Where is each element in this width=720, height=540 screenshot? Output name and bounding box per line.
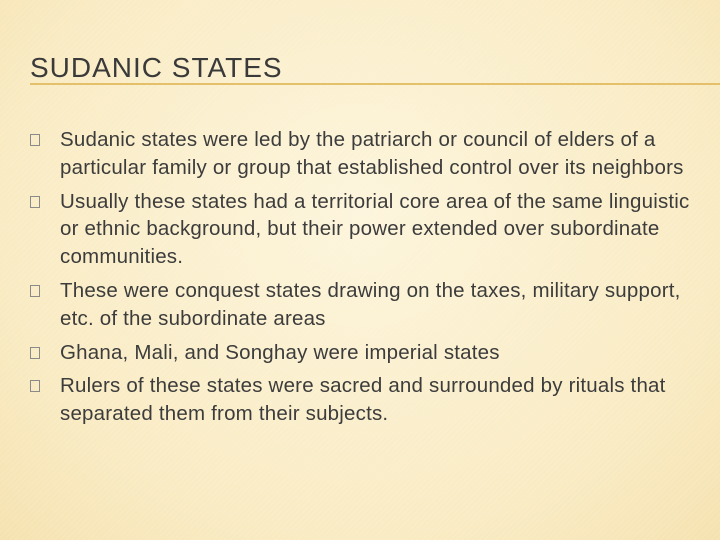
- bullet-item: [30, 277, 700, 333]
- bullet-square-icon: [30, 196, 40, 208]
- bullet-text: Rulers of these states were sacred and surrounded by rituals that separated them from their subjects.: [60, 374, 666, 426]
- bullet-square-icon: [30, 285, 40, 297]
- bullet-square-icon: [30, 347, 40, 359]
- bullet-text: Ghana, Mali, and Songhay were imperial states: [60, 340, 500, 364]
- bullet-list: [30, 126, 700, 434]
- bullet-item: [30, 188, 700, 271]
- bullet-text: These were conquest states drawing on the taxes, military support, etc. of the subordinate areas: [60, 278, 681, 330]
- bullet-square-icon: [30, 380, 40, 392]
- bullet-item: [30, 126, 700, 182]
- bullet-text: Usually these states had a territorial core area of the same linguistic or ethnic background, but their power extended over subordinate communities.: [60, 189, 690, 269]
- bullet-square-icon: [30, 134, 40, 146]
- bullet-item: [30, 372, 700, 428]
- bullet-text: Sudanic states were led by the patriarch or council of elders of a particular family or group that established control over its neighbors: [60, 128, 684, 179]
- bullet-item: [30, 339, 700, 367]
- slide-title: SUDANIC STATES: [30, 52, 283, 83]
- title-underline: [30, 83, 720, 85]
